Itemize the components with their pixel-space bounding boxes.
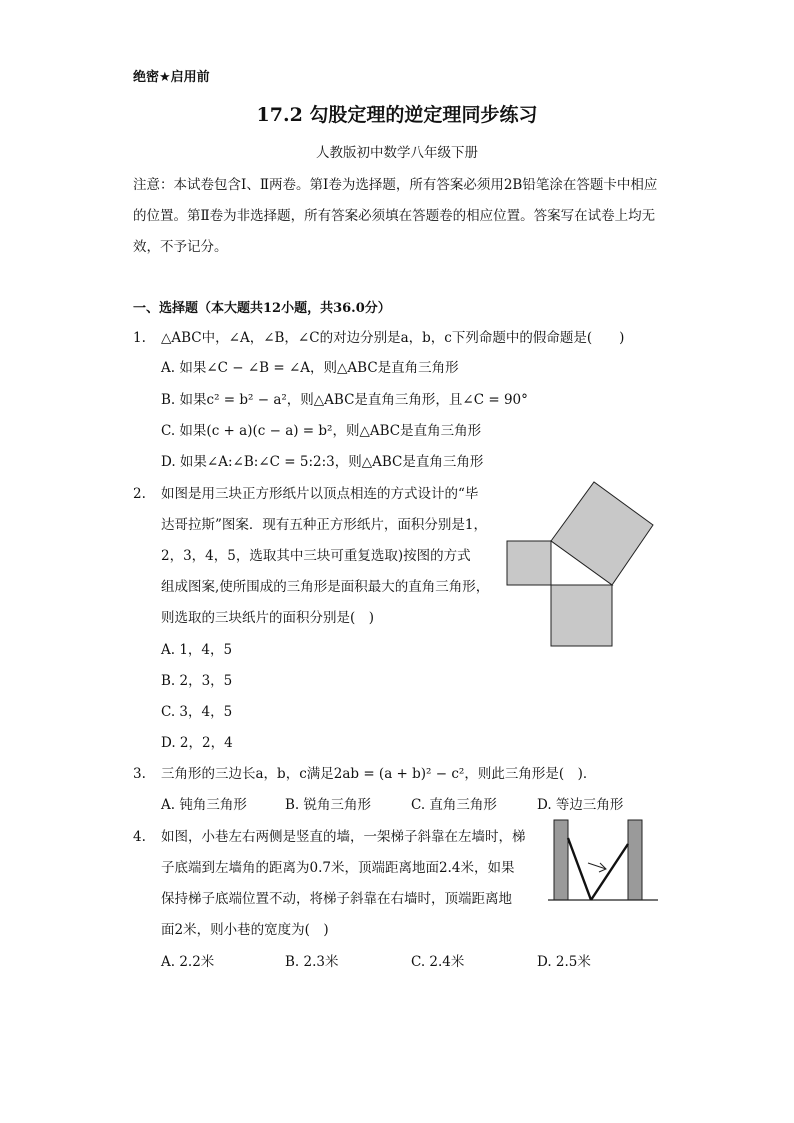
option-a[interactable]: A. 如果∠C − ∠B = ∠A，则△ABC是直角三角形 bbox=[161, 360, 459, 376]
option-c[interactable]: C. 如果(c + a)(c − a) = b²，则△ABC是直角三角形 bbox=[161, 423, 482, 439]
square-bottom bbox=[551, 585, 612, 646]
option-c[interactable]: C. 2.4米 bbox=[411, 954, 465, 970]
question-text: △ABC中，∠A，∠B，∠C的对边分别是a，b，c下列命题中的假命题是( ) bbox=[161, 330, 625, 346]
question-line: 面2米，则小巷的宽度为( ) bbox=[161, 922, 329, 938]
exam-notice: 注意：本试卷包含Ⅰ、Ⅱ两卷。第Ⅰ卷为选择题，所有答案必须用2B铅笔涂在答题卡中相应的位置。第Ⅱ卷为非选择题，所有答案必须填在答题卷的相应位置。答案写在试卷上均无效，不予记分。 bbox=[133, 177, 658, 255]
option-a[interactable]: A. 钝角三角形 bbox=[161, 797, 247, 813]
left-wall bbox=[554, 820, 568, 900]
section-title: 一、选择题（本大题共12小题，共36.0分） bbox=[133, 301, 391, 316]
question-line: 如图是用三块正方形纸片以顶点相连的方式设计的“毕 bbox=[161, 486, 479, 502]
question-line: 2，3，4，5，选取其中三块可重复选取)按图的方式 bbox=[161, 548, 471, 564]
option-d[interactable]: D. 2.5米 bbox=[537, 954, 591, 970]
question-line: 组成图案,使所围成的三角形是面积最大的直角三角形， bbox=[161, 579, 490, 595]
question-text: 三角形的三边长a，b，c满足2ab = (a + b)² − c²，则此三角形是( )． bbox=[161, 766, 597, 782]
question-number: 3. bbox=[133, 766, 146, 782]
question-line: 则选取的三块纸片的面积分别是( ) bbox=[161, 610, 375, 626]
option-b[interactable]: B. 如果c² = b² − a²，则△ABC是直角三角形，且∠C = 90° bbox=[161, 392, 528, 408]
page-subtitle: 人教版初中数学八年级下册 bbox=[316, 145, 478, 161]
square-left bbox=[507, 541, 551, 585]
ladder-right bbox=[591, 844, 628, 900]
confidential-label: 绝密★启用前 bbox=[133, 70, 210, 85]
option-d[interactable]: D. 2，2，4 bbox=[161, 735, 233, 751]
option-a[interactable]: A. 2.2米 bbox=[161, 954, 215, 970]
right-wall bbox=[628, 820, 642, 900]
option-d[interactable]: D. 等边三角形 bbox=[537, 797, 624, 813]
pythagoras-figure bbox=[500, 478, 660, 650]
question-line: 子底端到左墙角的距离为0.7米，顶端距离地面2.4米，如果 bbox=[161, 860, 515, 876]
question-number: 4. bbox=[133, 829, 146, 845]
question-number: 1. bbox=[133, 330, 146, 346]
ladder-figure bbox=[548, 816, 660, 906]
option-c[interactable]: C. 直角三角形 bbox=[411, 797, 497, 813]
option-b[interactable]: B. 锐角三角形 bbox=[285, 797, 372, 813]
option-c[interactable]: C. 3，4，5 bbox=[161, 704, 233, 720]
page-title: 17.2 勾股定理的逆定理同步练习 bbox=[256, 104, 538, 126]
question-number: 2. bbox=[133, 486, 146, 502]
option-b[interactable]: B. 2，3，5 bbox=[161, 673, 233, 689]
question-line: 达哥拉斯”图案．现有五种正方形纸片，面积分别是1， bbox=[161, 517, 487, 533]
ladder-left bbox=[568, 838, 591, 900]
question-line: 如图，小巷左右两侧是竖直的墙，一架梯子斜靠在左墙时，梯 bbox=[161, 829, 526, 845]
question-line: 保持梯子底端位置不动，将梯子斜靠在右墙时，顶端距离地 bbox=[161, 891, 512, 907]
option-b[interactable]: B. 2.3米 bbox=[285, 954, 339, 970]
option-d[interactable]: D. 如果∠A:∠B:∠C = 5:2:3，则△ABC是直角三角形 bbox=[161, 454, 484, 470]
option-a[interactable]: A. 1，4，5 bbox=[161, 642, 233, 658]
